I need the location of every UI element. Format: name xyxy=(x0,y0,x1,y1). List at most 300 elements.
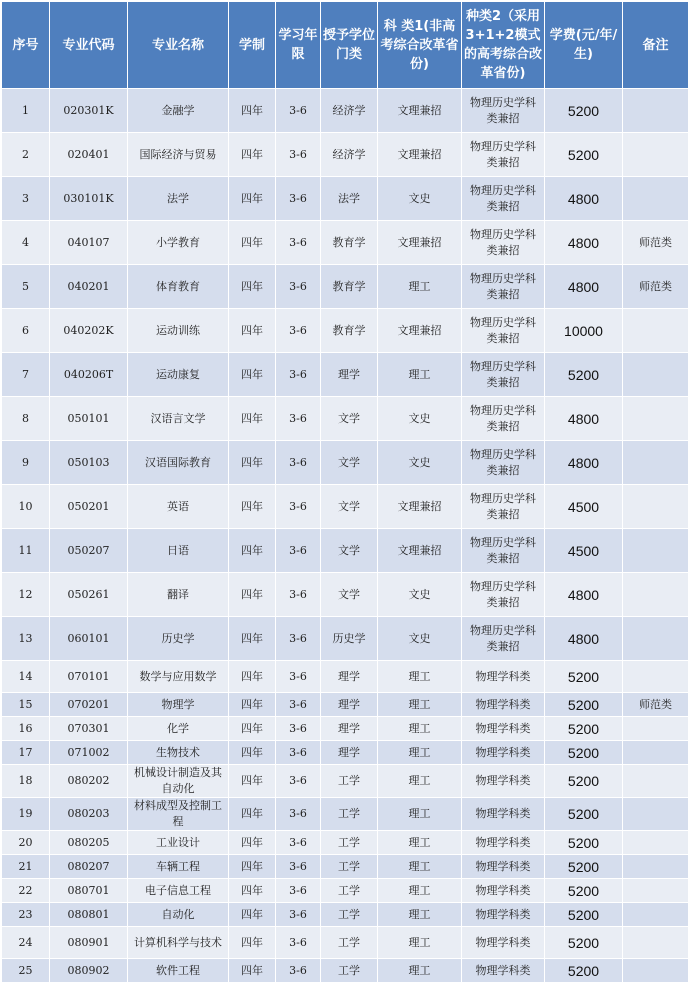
cell-no-text: 21 xyxy=(18,859,33,873)
cell-years xyxy=(276,959,321,983)
cell-years xyxy=(276,741,321,765)
cell-system xyxy=(229,353,276,397)
table-row xyxy=(2,831,689,855)
cell-category-2-text: 物理历史学科类兼招 xyxy=(470,271,536,301)
cell-category-2 xyxy=(462,309,545,353)
cell-system xyxy=(229,485,276,529)
cell-system xyxy=(229,397,276,441)
cell-fee-text: 5200 xyxy=(567,906,600,923)
cell-code xyxy=(50,485,128,529)
cell-category-2 xyxy=(462,927,545,959)
cell-code-text: 030101K xyxy=(63,191,114,205)
cell-degree-text: 理学 xyxy=(338,367,360,381)
cell-code xyxy=(50,89,128,133)
cell-major-name-text: 计算机科学与技术 xyxy=(134,935,222,949)
cell-fee xyxy=(545,617,623,661)
cell-category-2 xyxy=(462,741,545,765)
cell-category-2-text: 物理学科类 xyxy=(475,745,531,759)
cell-years xyxy=(276,798,321,831)
cell-fee xyxy=(545,441,623,485)
cell-no xyxy=(2,717,50,741)
cell-note-text: 师范类 xyxy=(639,697,672,711)
cell-fee-text: 4800 xyxy=(567,410,600,427)
cell-system-text: 四年 xyxy=(241,859,263,873)
cell-code-text: 070101 xyxy=(67,669,110,683)
cell-years xyxy=(276,265,321,309)
cell-category-1-text: 文史 xyxy=(408,587,431,601)
cell-category-2 xyxy=(462,717,545,741)
cell-category-2 xyxy=(462,879,545,903)
header-system: 学制 xyxy=(229,2,276,89)
cell-major-name-text: 英语 xyxy=(167,499,189,513)
cell-years-text: 3-6 xyxy=(289,367,307,381)
cell-major-name xyxy=(128,959,229,983)
cell-degree xyxy=(321,617,378,661)
cell-fee xyxy=(545,309,623,353)
cell-fee xyxy=(545,397,623,441)
cell-fee-text: 5200 xyxy=(567,720,600,737)
cell-note xyxy=(623,959,689,983)
cell-category-2 xyxy=(462,353,545,397)
cell-system-text: 四年 xyxy=(241,411,263,425)
cell-major-name-text: 法学 xyxy=(167,191,189,205)
cell-no xyxy=(2,959,50,983)
cell-no xyxy=(2,397,50,441)
cell-degree-text: 经济学 xyxy=(332,103,366,117)
cell-category-2-text: 物理学科类 xyxy=(475,935,531,949)
cell-code xyxy=(50,879,128,903)
cell-code-text: 070201 xyxy=(67,697,110,711)
cell-no xyxy=(2,353,50,397)
cell-system-text: 四年 xyxy=(241,587,263,601)
table-row xyxy=(2,765,689,798)
cell-fee xyxy=(545,177,623,221)
cell-category-2-text: 物理学科类 xyxy=(475,774,531,787)
cell-code xyxy=(50,927,128,959)
cell-system xyxy=(229,177,276,221)
cell-code-text: 050207 xyxy=(67,543,110,557)
cell-category-1-text: 文史 xyxy=(408,631,431,645)
cell-code-text: 080207 xyxy=(67,859,110,873)
cell-system-text: 四年 xyxy=(241,963,263,977)
cell-code xyxy=(50,717,128,741)
cell-category-2 xyxy=(462,265,545,309)
cell-years-text: 3-6 xyxy=(289,543,307,557)
cell-years-text: 3-6 xyxy=(289,499,307,513)
cell-code xyxy=(50,573,128,617)
cell-major-name xyxy=(128,693,229,717)
cell-degree-text: 工学 xyxy=(338,807,360,820)
cell-category-2-text: 物理历史学科类兼招 xyxy=(470,183,536,213)
cell-code-text: 020401 xyxy=(67,147,110,161)
cell-system-text: 四年 xyxy=(241,745,263,759)
cell-category-1-text: 理工 xyxy=(408,745,431,759)
cell-degree-text: 工学 xyxy=(338,774,360,787)
cell-code-text: 060101 xyxy=(67,631,110,645)
cell-major-name xyxy=(128,717,229,741)
cell-fee-text: 5200 xyxy=(567,146,600,163)
cell-major-name-text: 软件工程 xyxy=(156,963,200,977)
cell-code-text: 080203 xyxy=(67,807,110,820)
cell-no xyxy=(2,617,50,661)
cell-no xyxy=(2,765,50,798)
cell-degree xyxy=(321,89,378,133)
cell-degree-text: 工学 xyxy=(338,835,360,849)
cell-note xyxy=(623,693,689,717)
cell-system-text: 四年 xyxy=(241,935,263,949)
cell-code-text: 080205 xyxy=(67,835,110,849)
cell-note xyxy=(623,717,689,741)
cell-fee-text: 5200 xyxy=(567,102,600,119)
cell-major-name-text: 物理学 xyxy=(161,697,195,711)
cell-degree-text: 教育学 xyxy=(332,323,366,337)
cell-code-text: 080902 xyxy=(67,963,110,977)
cell-category-1-text: 文史 xyxy=(408,411,431,425)
cell-degree xyxy=(321,441,378,485)
table-row xyxy=(2,133,689,177)
cell-category-1 xyxy=(378,741,462,765)
cell-system-text: 四年 xyxy=(241,721,263,735)
cell-system-text: 四年 xyxy=(241,774,263,787)
cell-code xyxy=(50,397,128,441)
cell-degree xyxy=(321,717,378,741)
cell-system-text: 四年 xyxy=(241,543,263,557)
cell-degree xyxy=(321,855,378,879)
cell-category-1-text: 文史 xyxy=(408,455,431,469)
cell-fee-text: 4500 xyxy=(567,498,600,515)
cell-no xyxy=(2,879,50,903)
cell-fee xyxy=(545,529,623,573)
cell-code-text: 080202 xyxy=(67,774,110,787)
cell-major-name-text: 日语 xyxy=(167,543,189,557)
cell-fee xyxy=(545,485,623,529)
cell-major-name xyxy=(128,485,229,529)
cell-category-1-text: 理工 xyxy=(408,697,431,711)
cell-category-2-text: 物理历史学科类兼招 xyxy=(470,227,536,257)
cell-code xyxy=(50,309,128,353)
cell-note xyxy=(623,617,689,661)
cell-category-2-text: 物理历史学科类兼招 xyxy=(470,623,536,653)
cell-code xyxy=(50,177,128,221)
cell-code xyxy=(50,741,128,765)
cell-system-text: 四年 xyxy=(241,669,263,683)
cell-major-name xyxy=(128,573,229,617)
cell-no-text: 22 xyxy=(18,883,33,897)
cell-major-name xyxy=(128,441,229,485)
cell-years-text: 3-6 xyxy=(289,774,307,787)
cell-category-2 xyxy=(462,89,545,133)
cell-years-text: 3-6 xyxy=(289,147,307,161)
cell-system xyxy=(229,717,276,741)
cell-major-name-text: 小学教育 xyxy=(156,235,200,249)
cell-category-1-text: 文理兼招 xyxy=(397,543,442,557)
cell-degree-text: 工学 xyxy=(338,963,360,977)
cell-no xyxy=(2,529,50,573)
cell-category-1-text: 理工 xyxy=(408,279,431,293)
cell-category-2-text: 物理学科类 xyxy=(475,721,531,735)
cell-note xyxy=(623,177,689,221)
table-row xyxy=(2,903,689,927)
cell-category-1-text: 文史 xyxy=(408,191,431,205)
cell-system xyxy=(229,693,276,717)
cell-system-text: 四年 xyxy=(241,279,263,293)
cell-code-text: 050101 xyxy=(67,411,110,425)
cell-degree-text: 工学 xyxy=(338,859,360,873)
cell-fee xyxy=(545,959,623,983)
cell-category-2 xyxy=(462,661,545,693)
header-years: 学习年限 xyxy=(276,2,321,89)
cell-degree xyxy=(321,765,378,798)
cell-system-text: 四年 xyxy=(241,455,263,469)
cell-category-2 xyxy=(462,177,545,221)
cell-major-name xyxy=(128,529,229,573)
cell-category-2-text: 物理历史学科类兼招 xyxy=(470,95,536,125)
cell-years xyxy=(276,617,321,661)
cell-no-text: 5 xyxy=(22,279,29,293)
cell-no xyxy=(2,903,50,927)
cell-system-text: 四年 xyxy=(241,697,263,711)
table-row xyxy=(2,441,689,485)
cell-major-name-text: 数学与应用数学 xyxy=(139,669,217,683)
cell-years xyxy=(276,831,321,855)
cell-major-name-text: 工业设计 xyxy=(156,835,200,849)
cell-degree xyxy=(321,177,378,221)
cell-years-text: 3-6 xyxy=(289,721,307,735)
cell-category-2-text: 物理学科类 xyxy=(475,835,531,849)
cell-degree xyxy=(321,959,378,983)
cell-no xyxy=(2,831,50,855)
cell-category-2-text: 物理历史学科类兼招 xyxy=(470,491,536,521)
cell-fee-text: 5200 xyxy=(567,773,600,789)
cell-category-2-text: 物理学科类 xyxy=(475,697,531,711)
table-row xyxy=(2,221,689,265)
cell-no-text: 14 xyxy=(18,669,33,683)
cell-category-1 xyxy=(378,617,462,661)
table-row xyxy=(2,485,689,529)
cell-major-name xyxy=(128,353,229,397)
cell-years xyxy=(276,397,321,441)
cell-years-text: 3-6 xyxy=(289,279,307,293)
cell-system-text: 四年 xyxy=(241,103,263,117)
cell-degree-text: 工学 xyxy=(338,907,360,921)
cell-code xyxy=(50,617,128,661)
cell-no-text: 11 xyxy=(18,543,33,557)
cell-no xyxy=(2,133,50,177)
table-row xyxy=(2,89,689,133)
cell-code-text: 040202K xyxy=(63,323,114,337)
cell-note xyxy=(623,879,689,903)
cell-no xyxy=(2,309,50,353)
cell-fee xyxy=(545,879,623,903)
cell-degree-text: 经济学 xyxy=(332,147,366,161)
cell-major-name-text: 汉语言文学 xyxy=(150,411,206,425)
cell-code-text: 080701 xyxy=(67,883,110,897)
cell-fee xyxy=(545,353,623,397)
cell-years xyxy=(276,89,321,133)
cell-category-1 xyxy=(378,441,462,485)
cell-system xyxy=(229,741,276,765)
cell-category-1-text: 理工 xyxy=(408,807,431,820)
cell-category-1 xyxy=(378,265,462,309)
cell-fee xyxy=(545,693,623,717)
cell-note xyxy=(623,221,689,265)
cell-major-name-text: 自动化 xyxy=(161,907,195,921)
cell-system xyxy=(229,617,276,661)
cell-no xyxy=(2,927,50,959)
header-row xyxy=(2,2,689,89)
cell-note xyxy=(623,309,689,353)
cell-no xyxy=(2,573,50,617)
cell-no-text: 7 xyxy=(22,367,29,381)
cell-code xyxy=(50,133,128,177)
cell-category-1-text: 文理兼招 xyxy=(397,103,442,117)
cell-system xyxy=(229,879,276,903)
header-no: 序号 xyxy=(2,2,50,89)
cell-note xyxy=(623,397,689,441)
cell-category-2-text: 物理学科类 xyxy=(475,669,531,683)
cell-degree-text: 工学 xyxy=(338,935,360,949)
cell-major-name-text: 机械设计制造及其自动化 xyxy=(134,766,222,795)
cell-category-2 xyxy=(462,485,545,529)
cell-note xyxy=(623,798,689,831)
cell-no-text: 12 xyxy=(18,587,33,601)
cell-category-1 xyxy=(378,927,462,959)
cell-category-1-text: 理工 xyxy=(408,721,431,735)
cell-code xyxy=(50,661,128,693)
cell-category-2-text: 物理学科类 xyxy=(475,859,531,873)
table-row xyxy=(2,573,689,617)
cell-system-text: 四年 xyxy=(241,883,263,897)
cell-fee-text: 5200 xyxy=(567,744,600,761)
cell-category-1-text: 理工 xyxy=(408,935,431,949)
cell-years-text: 3-6 xyxy=(289,103,307,117)
cell-no-text: 18 xyxy=(18,774,33,787)
cell-years xyxy=(276,879,321,903)
table-row xyxy=(2,177,689,221)
cell-fee xyxy=(545,903,623,927)
cell-degree xyxy=(321,353,378,397)
cell-code-text: 080901 xyxy=(67,935,110,949)
cell-degree xyxy=(321,741,378,765)
cell-major-name-text: 国际经济与贸易 xyxy=(139,147,217,161)
cell-years-text: 3-6 xyxy=(289,907,307,921)
cell-category-2-text: 物理历史学科类兼招 xyxy=(470,579,536,609)
cell-category-1-text: 理工 xyxy=(408,963,431,977)
cell-no xyxy=(2,693,50,717)
cell-no-text: 17 xyxy=(18,745,33,759)
cell-note xyxy=(623,133,689,177)
cell-fee-text: 4800 xyxy=(567,278,600,295)
cell-major-name xyxy=(128,927,229,959)
cell-years xyxy=(276,717,321,741)
cell-category-1 xyxy=(378,133,462,177)
cell-major-name xyxy=(128,265,229,309)
cell-no-text: 19 xyxy=(18,807,33,820)
cell-system xyxy=(229,959,276,983)
cell-category-1-text: 理工 xyxy=(408,835,431,849)
cell-no-text: 25 xyxy=(18,963,33,977)
cell-years xyxy=(276,765,321,798)
cell-category-2 xyxy=(462,397,545,441)
cell-degree-text: 教育学 xyxy=(332,235,366,249)
cell-code-text: 050201 xyxy=(67,499,110,513)
cell-years xyxy=(276,353,321,397)
cell-category-2 xyxy=(462,855,545,879)
cell-years-text: 3-6 xyxy=(289,697,307,711)
cell-fee-text: 5200 xyxy=(567,934,600,951)
cell-no-text: 8 xyxy=(22,411,29,425)
header-name: 专业名称 xyxy=(128,2,229,89)
cell-no-text: 6 xyxy=(22,323,29,337)
cell-code xyxy=(50,903,128,927)
cell-years-text: 3-6 xyxy=(289,235,307,249)
cell-system-text: 四年 xyxy=(241,499,263,513)
cell-code xyxy=(50,765,128,798)
cell-years xyxy=(276,661,321,693)
cell-major-name-text: 运动训练 xyxy=(156,323,200,337)
cell-fee-text: 5200 xyxy=(567,806,600,822)
cell-code-text: 050261 xyxy=(67,587,110,601)
cell-category-2 xyxy=(462,221,545,265)
cell-system-text: 四年 xyxy=(241,367,263,381)
cell-category-2 xyxy=(462,693,545,717)
cell-fee-text: 5200 xyxy=(567,366,600,383)
cell-note xyxy=(623,741,689,765)
cell-note xyxy=(623,353,689,397)
cell-fee-text: 4500 xyxy=(567,542,600,559)
cell-years xyxy=(276,529,321,573)
cell-category-1-text: 文理兼招 xyxy=(397,235,442,249)
table-row xyxy=(2,693,689,717)
cell-note xyxy=(623,831,689,855)
table-row xyxy=(2,353,689,397)
cell-category-1 xyxy=(378,903,462,927)
cell-code-text: 020301K xyxy=(63,103,114,117)
cell-degree xyxy=(321,397,378,441)
cell-no-text: 24 xyxy=(18,935,33,949)
cell-note xyxy=(623,441,689,485)
cell-fee xyxy=(545,573,623,617)
cell-no xyxy=(2,221,50,265)
cell-major-name-text: 运动康复 xyxy=(156,367,200,381)
cell-degree-text: 理学 xyxy=(338,721,360,735)
cell-category-2-text: 物理学科类 xyxy=(475,963,531,977)
cell-years-text: 3-6 xyxy=(289,807,307,820)
cell-code xyxy=(50,353,128,397)
cell-degree-text: 教育学 xyxy=(332,279,366,293)
cell-system xyxy=(229,573,276,617)
cell-category-1 xyxy=(378,573,462,617)
cell-fee-text: 4800 xyxy=(567,586,600,603)
cell-note xyxy=(623,927,689,959)
cell-fee-text: 4800 xyxy=(567,190,600,207)
cell-major-name xyxy=(128,798,229,831)
cell-note xyxy=(623,573,689,617)
cell-no-text: 1 xyxy=(22,103,29,117)
cell-years-text: 3-6 xyxy=(289,323,307,337)
cell-note xyxy=(623,765,689,798)
cell-no-text: 10 xyxy=(18,499,33,513)
cell-major-name xyxy=(128,309,229,353)
cell-major-name-text: 车辆工程 xyxy=(156,859,200,873)
cell-no xyxy=(2,485,50,529)
cell-fee xyxy=(545,741,623,765)
cell-code-text: 040206T xyxy=(63,367,114,381)
cell-category-1 xyxy=(378,879,462,903)
cell-degree xyxy=(321,529,378,573)
cell-category-2-text: 物理学科类 xyxy=(475,883,531,897)
cell-no-text: 23 xyxy=(18,907,33,921)
